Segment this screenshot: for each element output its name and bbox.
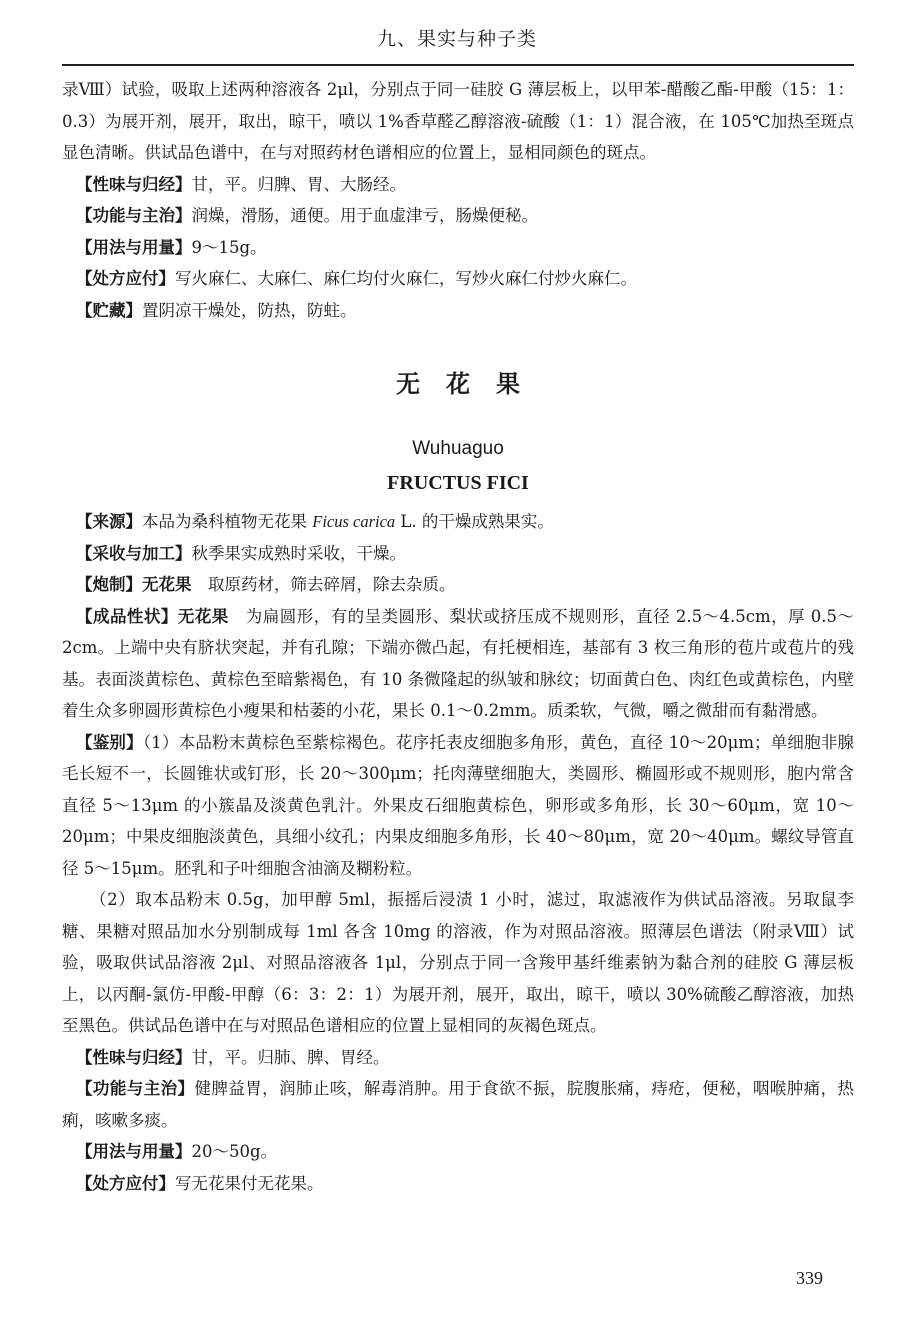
usage-label: 【用法与用量】	[76, 1142, 192, 1161]
processing-label: 【炮制】	[76, 575, 142, 594]
page-number: 339	[796, 1268, 823, 1288]
usage-line	[62, 1136, 854, 1168]
source-species: Ficus carica	[312, 512, 396, 531]
identify-paragraph-1	[62, 727, 854, 885]
function-text: 健脾益胃，润肺止咳，解毒消肿。用于食欲不振，脘腹胀痛，痔疮，便秘，咽喉肿痛，热痢，咳嗽多痰。	[62, 1079, 855, 1130]
prev-usage-line	[62, 232, 854, 264]
identify-label: 【鉴别】	[76, 732, 143, 752]
usage-text: 20～50g。	[191, 1142, 278, 1161]
prev-storage-text: 置阴凉干燥处，防热，防蛀。	[142, 300, 357, 320]
prev-function-label: 【功能与主治】	[76, 206, 192, 225]
prev-prescription-label: 【处方应付】	[76, 269, 175, 288]
prev-taste-label: 【性味与归经】	[76, 174, 192, 194]
prev-function-text: 润燥，滑肠，通便。用于血虚津亏，肠燥便秘。	[191, 206, 538, 225]
prev-taste-line	[62, 169, 854, 201]
header-rule	[62, 64, 854, 66]
processing-text: 取原药材，筛去碎屑，除去杂质。	[191, 575, 456, 594]
harvest-label: 【采收与加工】	[76, 543, 192, 563]
source-text-2: L. 的干燥成熟果实。	[395, 512, 554, 531]
prev-usage-text: 9～15g。	[191, 237, 267, 257]
page-body	[62, 74, 854, 1199]
taste-label: 【性味与归经】	[76, 1047, 192, 1067]
taste-line	[62, 1042, 854, 1074]
entry-pinyin: Wuhuaguo	[412, 438, 504, 459]
character-paragraph	[62, 601, 854, 727]
prescription-line	[62, 1168, 854, 1200]
processing-line	[62, 569, 854, 601]
prev-usage-label: 【用法与用量】	[76, 237, 192, 257]
character-label: 【成品性状】	[76, 606, 178, 626]
identify-text-1: （1）本品粉末黄棕色至紫棕褐色。花序托表皮细胞多角形，黄色，直径 10～20μm；单细胞非腺毛长短不一，长圆锥状或钉形，长 20～300μm；托肉薄壁细胞大，类圆形、椭圆形或不规则形，胞内常含直径 5～13μm 的小簇晶及淡黄色乳汁。外果皮石细胞黄棕色，卵形或多角形，长 30～60μm，宽 10～20μm；中果皮细胞淡黄色，具细小纹孔；内果皮细胞多角形，长 40～80μm，宽 20～40μm。螺纹导管直径 5～15μm。胚乳和子叶细胞含油滴及糊粉粒。	[62, 732, 855, 878]
taste-text: 甘，平。归肺、脾、胃经。	[191, 1047, 390, 1067]
prev-storage-line	[62, 295, 854, 327]
identify-paragraph-2: （2）取本品粉末 0.5g，加甲醇 5ml，振摇后浸渍 1 小时，滤过，取滤液作为供试品溶液。另取鼠李糖、果糖对照品加水分别制成每 1ml 各含 10mg 的溶液，作为对照品溶液。照薄层色谱法（附录Ⅷ）试验，吸取供试品溶液 2μl、对照品溶液各 1μl，分别点于同一含羧甲基纤维素钠为黏合剂的硅胶 G 薄层板上，以丙酮-氯仿-甲酸-甲醇（6：3：2：1）为展开剂，展开，取出，晾干，喷以 30%硫酸乙醇溶液，加热至黑色。供试品色谱中在与对照品色谱相应的位置上显相同的灰褐色斑点。	[62, 890, 854, 1035]
harvest-text: 秋季果实成熟时采收，干燥。	[191, 543, 406, 563]
processing-name: 无花果	[142, 575, 192, 594]
source-label: 【来源】	[76, 512, 142, 531]
prescription-label: 【处方应付】	[76, 1173, 175, 1193]
previous-entry-continuation: 录Ⅷ）试验，吸取上述两种溶液各 2μl，分别点于同一硅胶 G 薄层板上，以甲苯-醋酸乙酯-甲酸（15：1：0.3）为展开剂，展开，取出，晾干，喷以 1%香草醛乙醇溶液-硫酸（1：1）混合液，在 105℃加热至斑点显色清晰。供试品色谱中，在与对照药材色谱相应的位置上，显相同颜色的斑点。	[62, 80, 854, 162]
function-label: 【功能与主治】	[76, 1079, 195, 1098]
character-name: 无花果	[177, 606, 229, 626]
harvest-line	[62, 538, 854, 570]
source-line	[62, 506, 854, 538]
prev-prescription-text: 写火麻仁、大麻仁、麻仁均付火麻仁，写炒火麻仁付炒火麻仁。	[175, 269, 637, 288]
prev-storage-label: 【贮藏】	[76, 300, 142, 320]
running-header: 九、果实与种子类	[376, 28, 537, 50]
entry-title: 无花果	[396, 370, 546, 398]
function-paragraph	[62, 1073, 854, 1136]
prescription-text: 写无花果付无花果。	[175, 1173, 324, 1193]
character-text: 为扁圆形，有的呈类圆形、梨状或挤压成不规则形，直径 2.5～4.5cm，厚 0.5～2cm。上端中央有脐状突起，并有孔隙；下端亦微凸起，有托梗相连，基部有 3 枚三角形的苞片或苞片的残基。表面淡黄棕色、黄棕色至暗紫褐色，有 10 条微隆起的纵皱和脉纹；切面黄白色、肉红色或黄棕色，内壁着生众多卵圆形黄棕色小瘦果和枯萎的小花，果长 0.1～0.2mm。质柔软，气微，嚼之微甜而有黏滑感。	[62, 606, 855, 720]
source-text-1: 本品为桑科植物无花果	[142, 512, 313, 531]
prev-function-line	[62, 200, 854, 232]
entry-latin-name: FRUCTUS FICI	[387, 472, 529, 494]
prev-taste-text: 甘，平。归脾、胃、大肠经。	[191, 174, 406, 194]
prev-prescription-line	[62, 263, 854, 295]
